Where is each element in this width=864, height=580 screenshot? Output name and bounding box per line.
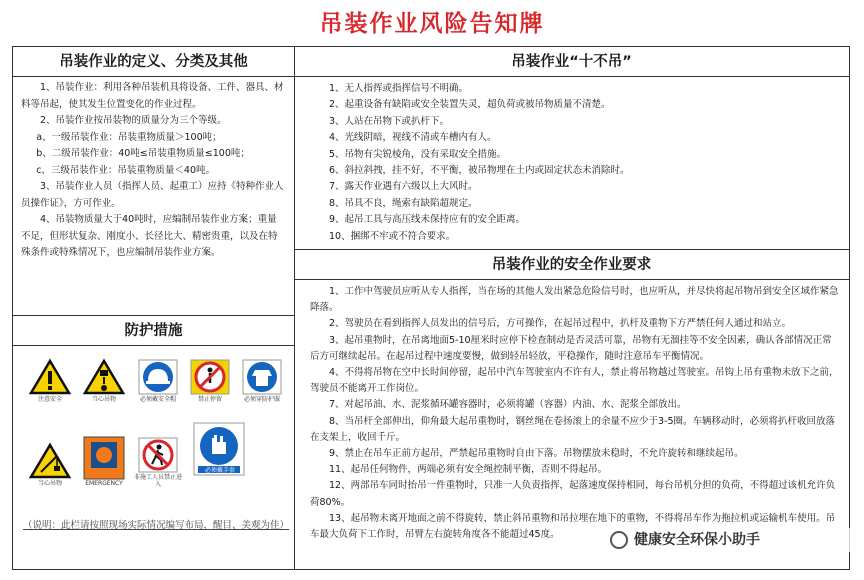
requirement-item: 11、起吊任何物件，两端必须有安全绳控制平衡，否则不得起吊。: [329, 464, 608, 476]
page-title: 吊装作业风险告知牌: [319, 10, 545, 37]
definition-line: 4、吊装物质量大于40吨时，应编制吊装作业方案；重量不足，但形状复杂、刚度小、长径比大、精密贵重，以及在特殊条件或特殊情况下，也应编制吊装作业方案。: [21, 214, 278, 258]
sign-caption: 必须戴手套: [204, 467, 235, 474]
sign-caption: 非施工人员禁止进入: [133, 474, 182, 488]
layout-note: （说明：此栏请按照现场实际情况编写布局，醒目、美观为佳）: [23, 520, 290, 531]
safety-sign: [83, 358, 125, 408]
crane-warning-icon: [29, 442, 71, 480]
no-entry-person-icon: [137, 436, 179, 474]
definition-line: b、二级吊装作业：40吨≤吊装重物质量≤100吨；: [36, 148, 250, 159]
safety-sign: [29, 442, 71, 492]
requirement-item: 9、禁止在吊车正前方起吊，严禁起吊重物时自由下落。吊物摆放未稳时，不允许旋转和继续起吊。: [329, 448, 744, 460]
sign-caption: 当心吊物: [91, 396, 116, 403]
helmet-icon: [137, 358, 179, 396]
requirement-item: 1、工作中驾驶员应听从专人指挥，当在场的其他人发出紧急危险信号时，也应听从，并尽快将起吊物吊到安全区域作紧急降落。: [310, 286, 839, 314]
requirement-item: 13、起吊物未离开地面之前不得旋转，禁止斜吊重物和吊拉埋在地下的重物，不得将吊车作为拖拉机或运输机车使用。吊车最大负荷下工作时，吊臂左右旋转角度各不能超过45度。: [310, 512, 836, 541]
no-standing-icon: [189, 358, 231, 396]
sign-caption: 必须穿防护服: [243, 396, 280, 403]
rule-item: 4、光线阴暗，视线不清或车槽内有人。: [329, 132, 497, 144]
watermark: [610, 528, 860, 552]
rule-item: 8、吊具不良，绳索有缺陷超规定。: [329, 197, 478, 209]
rule-item: 7、露天作业遇有六级以上大风时。: [329, 181, 478, 193]
safety-sign: [193, 422, 245, 472]
safety-requirements-title: 吊装作业的安全作业要求: [294, 250, 849, 280]
watermark-text: 健康安全环保小助手: [634, 532, 760, 548]
safety-sign: [29, 358, 71, 408]
safety-sign: [133, 436, 182, 488]
safety-sign: [189, 358, 231, 408]
definition-line: 1、吊装作业：利用各种吊装机具将设备、工件、器具、材料等吊起，使其发生位置变化的作业过程。: [21, 82, 284, 110]
definition-section-title: 吊装作业的定义、分类及其他: [13, 47, 294, 77]
ten-no-lift-list: [310, 81, 839, 245]
rule-item: 5、吊物有尖锐棱角，没有采取安全措施。: [329, 148, 507, 160]
safety-sign: [241, 358, 283, 408]
requirement-item: 4、不得将吊物在空中长时间停留，起吊中汽车驾驶室内不许有人，禁止将吊物越过驾驶室。吊钩上吊有重物未放下之前，驾驶员不能离开工作岗位。: [310, 367, 839, 395]
requirement-item: 7、对起吊油、水、泥浆循环罐容器时，必须将罐（容器）内油、水、泥浆全部放出。: [329, 399, 687, 411]
ten-no-lift-title: 吊装作业“十不吊”: [294, 47, 849, 77]
notice-board: [12, 46, 850, 570]
sign-caption: 禁止停留: [197, 396, 222, 403]
protective-clothing-icon: [241, 358, 283, 396]
sign-caption: 必须戴安全帽: [139, 396, 176, 403]
rule-item: 3、人站在吊物下或扒杆下。: [329, 115, 450, 127]
rule-item: 9、起吊工具与高压线未保持应有的安全距离。: [329, 214, 526, 226]
left-column: [13, 47, 295, 569]
rule-item: 1、无人指挥或指挥信号不明确。: [329, 83, 469, 94]
safety-sign: [137, 358, 179, 408]
protection-section-title: 防护措施: [13, 316, 294, 346]
definition-line: a、一级吊装作业：吊装重物质量＞100吨；: [36, 131, 222, 143]
sign-caption: 当心吊物: [37, 480, 62, 487]
rule-item: 2、起重设备有缺陷或安全装置失灵，超负荷或被吊物质量不清楚。: [329, 99, 611, 111]
definition-text: [21, 80, 286, 262]
requirement-item: 12、两部吊车同时抬吊一件重物时，只准一人负责指挥，起落速度保持相同，每台吊机分担的负荷，不得超过该机允许负荷80%。: [310, 480, 836, 508]
warning-triangle-icon: [29, 358, 71, 396]
sign-caption: 注意安全: [37, 396, 62, 403]
wechat-logo-icon: [610, 531, 628, 549]
emergency-icon: [83, 436, 125, 480]
definition-line: 3、吊装作业人员（指挥人员、起重工）应持《特种作业人员操作证》，方可作业。: [21, 181, 284, 209]
falling-objects-icon: [83, 358, 125, 396]
definition-line: c、三级吊装作业：吊装重物质量＜40吨。: [36, 164, 215, 176]
sign-caption: EMERGENCY: [85, 480, 123, 487]
safety-requirements-list: [310, 284, 839, 543]
requirement-item: 3、起吊重物时，在吊离地面5-10厘米时应停下检查制动是否灵活可靠，吊物有无溜挂等不安全因素，确认各部情况正常后方可继续起吊。在起吊过程中速度要慢，做到轻吊轻放，平稳操作，随时注意吊车平衡情况。: [310, 334, 832, 362]
safety-signs: [23, 350, 285, 516]
definition-line: 2、吊装作业按吊装物的质量分为三个等级。: [40, 115, 227, 126]
right-column: [294, 47, 849, 569]
requirement-item: 2、驾驶员在看到指挥人员发出的信号后，方可操作，在起吊过程中，扒杆及重物下方严禁任何人通过和站立。: [329, 318, 792, 330]
requirement-item: 8、当吊杆全部伸出，仰角最大起吊重物时，钢丝绳在卷扬滚上的余量不应少于3-5圈。车辆移动时，必须将扒杆收回放落在支架上，收回千斤。: [310, 415, 836, 443]
rule-item: 6、斜拉斜拽，挂不好，不平衡，被吊物埋在土内或固定状态未消除时。: [329, 165, 630, 177]
rule-item: 10、捆绑不牢或不符合要求。: [329, 230, 456, 242]
safety-sign: [83, 436, 125, 486]
